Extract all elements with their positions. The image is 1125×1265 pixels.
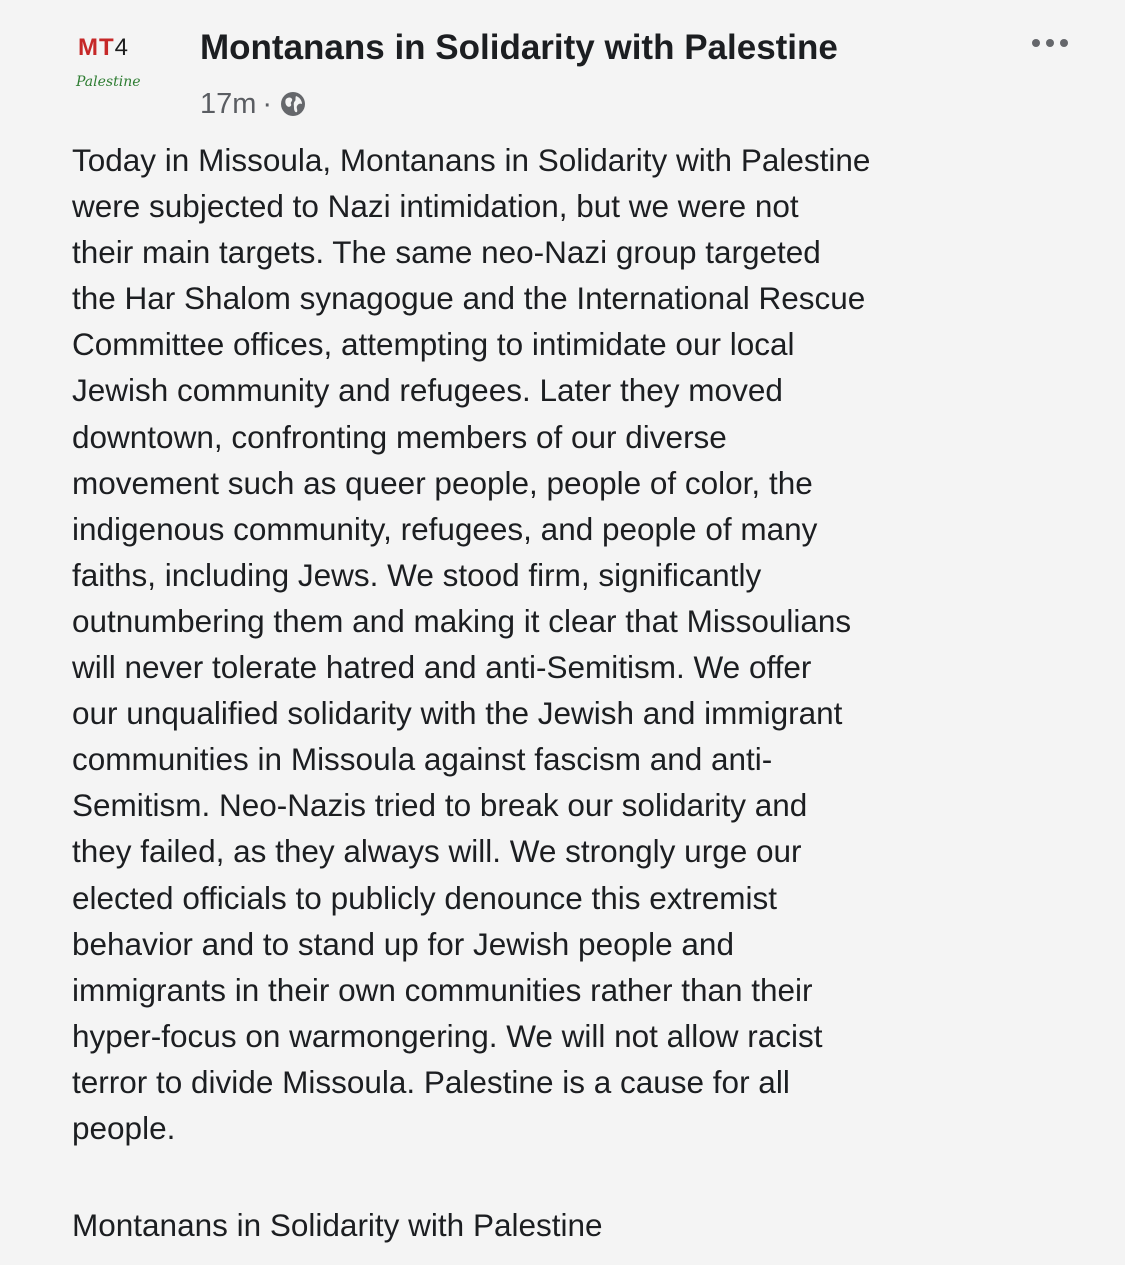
globe-icon[interactable] [280,91,306,117]
post-text-line: movement such as queer people, people of color, the [72,464,813,501]
avatar-logo-main: MT [78,34,115,61]
post-text-line: communities in Missoula against fascism and anti- [72,741,773,778]
post-text-line: were subjected to Nazi intimidation, but we were not [72,188,799,225]
post-text-line: the Har Shalom synagogue and the International Rescue [72,280,866,317]
more-options-icon [1060,39,1068,47]
post-text-line: downtown, confronting members of our diverse [72,418,727,455]
post-text-line: behavior and to stand up for Jewish people and [72,925,734,962]
post-header [0,0,1125,130]
post-text-line: our unqualified solidarity with the Jewish and immigrant [72,695,843,732]
meta-separator: · [262,87,273,120]
post-text-line: people. [72,1109,176,1146]
post-meta [200,84,306,124]
page-name-link[interactable]: Montanans in Solidarity with Palestine [200,28,838,67]
post-text-line: their main targets. The same neo-Nazi group targeted [72,234,821,271]
post-text-line: outnumbering them and making it clear that Missoulians [72,602,852,639]
post-text-line: Semitism. Neo-Nazis tried to break our solidarity and [72,787,808,824]
page-avatar[interactable] [72,32,172,102]
post-text-line: will never tolerate hatred and anti-Semitism. We offer [72,649,812,686]
post-text-line: terror to divide Missoula. Palestine is a cause for all [72,1063,790,1100]
post-text-line: hyper-focus on warmongering. We will not allow racist [72,1017,823,1054]
post-text-line: elected officials to publicly denounce this extremist [72,879,778,916]
post-text-line: immigrants in their own communities rather than their [72,971,813,1008]
avatar-logo-number: 4 [114,34,130,61]
post-signature: Montanans in Solidarity with Palestine [72,1207,603,1243]
post-text-line: they failed, as they always will. We strongly urge our [72,833,802,870]
more-options-icon [1046,39,1054,47]
post-text-line: Jewish community and refugees. Later they moved [72,372,783,409]
more-options-button[interactable] [1020,28,1080,58]
post-timestamp[interactable]: 17m [200,87,257,120]
avatar-logo-text [78,34,129,62]
more-options-icon [1032,39,1040,47]
post-text [72,137,1092,1151]
avatar-logo-subtitle: Palestine [76,74,141,90]
post-text-line: faiths, including Jews. We stood firm, significantly [72,556,762,593]
post-text-line: Committee offices, attempting to intimidate our local [72,326,795,363]
post-text-line: indigenous community, refugees, and people of many [72,510,818,547]
post-text-line: Today in Missoula, Montanans in Solidarity with Palestine [72,142,871,178]
